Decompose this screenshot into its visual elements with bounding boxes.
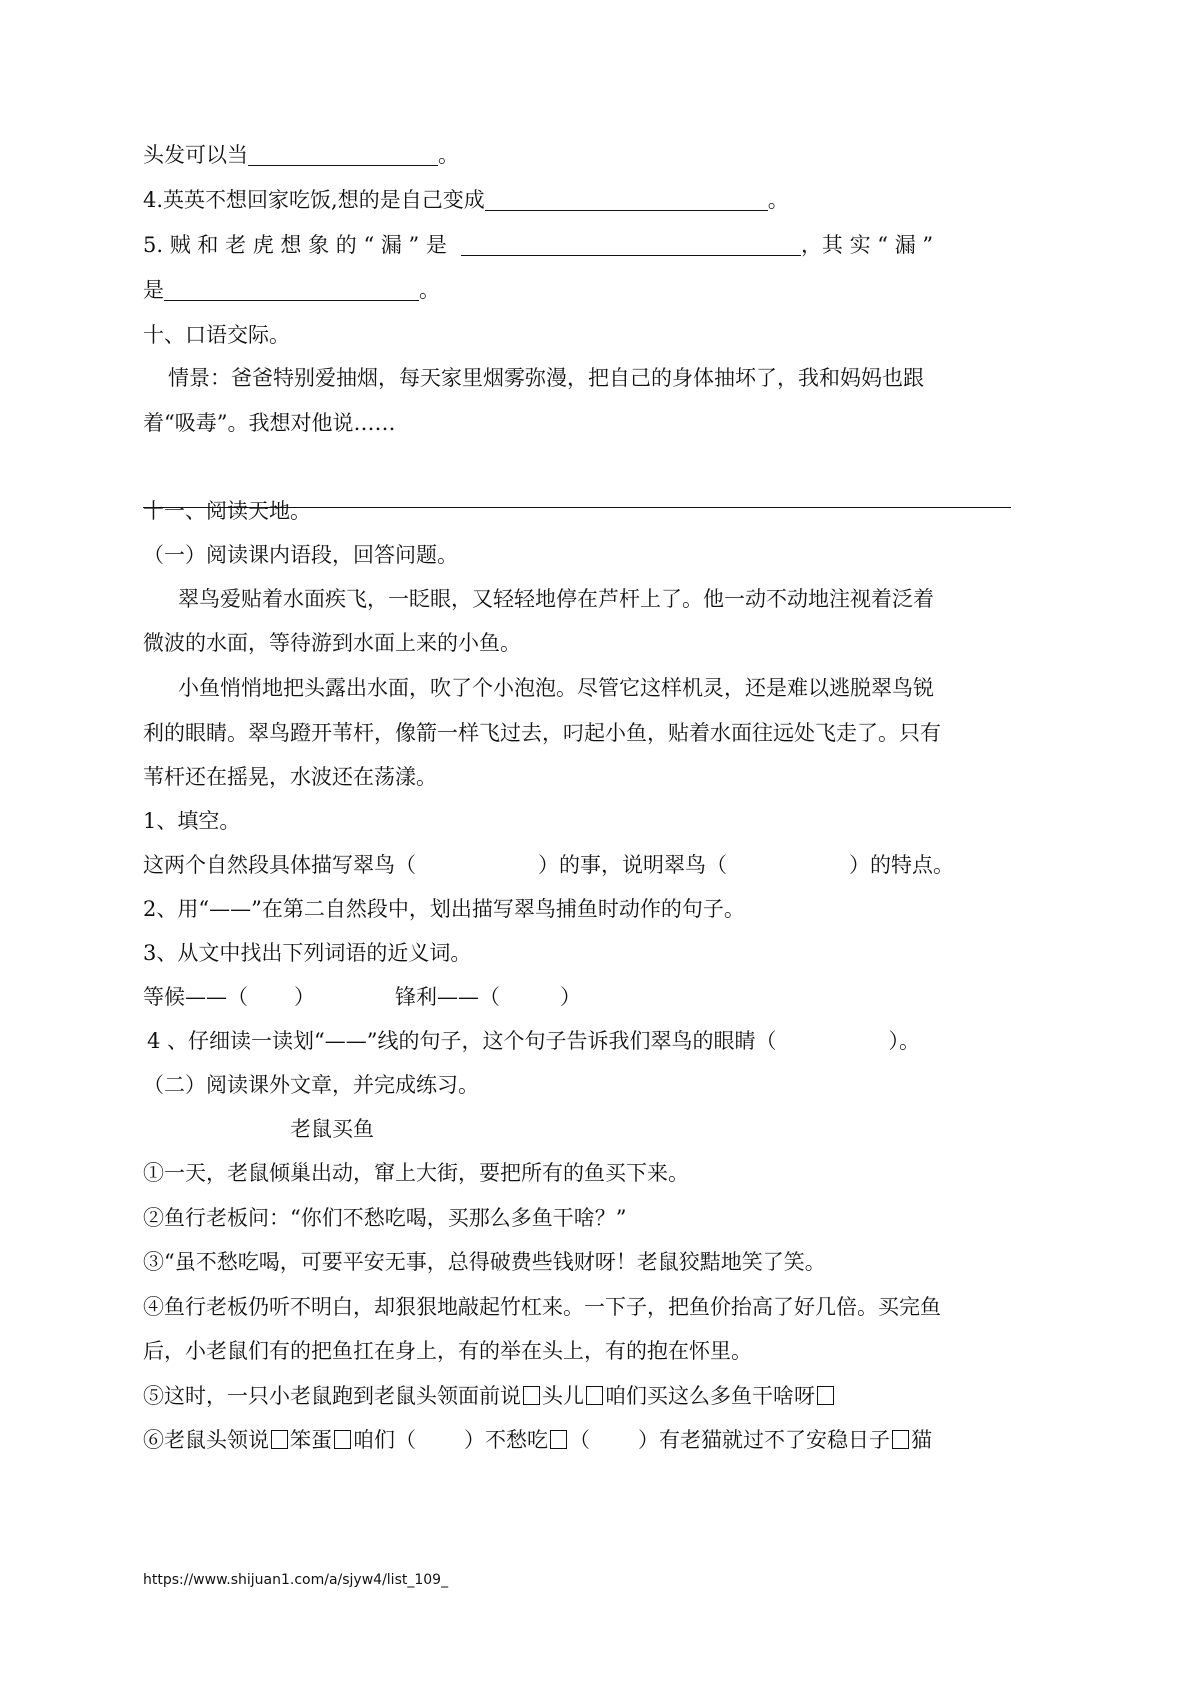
passage-2-line-2: 利的眼睛。翠鸟蹬开苇杆，像箭一样飞过去，叼起小鱼，贴着水面往远处飞走了。只有 bbox=[143, 721, 941, 745]
question-5-cont: 是 。 bbox=[143, 278, 440, 302]
punctuation-box[interactable] bbox=[817, 1386, 834, 1405]
answer-blank[interactable] bbox=[248, 143, 438, 166]
q2: 2、用“——”在第二自然段中，划出描写翠鸟捕鱼时动作的句子。 bbox=[143, 897, 745, 921]
story-sentence-3: ③“虽不愁吃喝，可要平安无事，总得破费些钱财呀！老鼠狡黠地笑了笑。 bbox=[143, 1250, 826, 1274]
question-5: 5. 贼 和 老 虎 想 象 的 “ 漏 ” 是 ，其 实 “ 漏 ” bbox=[143, 233, 934, 257]
story-sentence-4a: ④鱼行老板仍听不明白，却狠狠地敲起竹杠来。一下子，把鱼价抬高了好几倍。买完鱼 bbox=[143, 1295, 941, 1319]
q3-heading: 3、从文中找出下列词语的近义词。 bbox=[143, 941, 472, 965]
story-sentence-5: ⑤这时，一只小老鼠跑到老鼠头领面前说 头儿 咱们买这么多鱼干啥呀 bbox=[143, 1381, 836, 1411]
passage-2-line-3: 苇杆还在摇晃，水波还在荡漾。 bbox=[143, 765, 437, 789]
punctuation-box[interactable] bbox=[271, 1430, 288, 1449]
q1-heading: 1、填空。 bbox=[143, 809, 241, 833]
q4: 4 、仔细读一读划“——”线的句子，这个句子告诉我们翠鸟的眼睛（ ）。 bbox=[147, 1029, 921, 1053]
passage-1-line-1: 翠鸟爱贴着水面疾飞，一眨眼，又轻轻地停在芦杆上了。他一动不动地注视着泛着 bbox=[178, 587, 934, 611]
answer-blank[interactable] bbox=[485, 188, 768, 211]
punctuation-box[interactable] bbox=[334, 1430, 351, 1449]
part-2-heading: （二）阅读课外文章，并完成练习。 bbox=[143, 1073, 479, 1097]
answer-blank[interactable] bbox=[461, 233, 801, 256]
punctuation-box[interactable] bbox=[523, 1386, 540, 1405]
story-title: 老鼠买鱼 bbox=[290, 1117, 374, 1141]
punctuation-box[interactable] bbox=[586, 1386, 603, 1405]
question-4: 4.英英不想回家吃饭,想的是自己变成 。 bbox=[143, 188, 789, 212]
line-hair: 头发可以当 。 bbox=[143, 143, 459, 167]
situation-line-1: 情景：爸爸特别爱抽烟，每天家里烟雾弥漫，把自己的身体抽坏了，我和妈妈也跟 bbox=[168, 366, 924, 390]
section-10-heading: 十、口语交际。 bbox=[143, 323, 290, 347]
part-1-heading: （一）阅读课内语段，回答问题。 bbox=[143, 543, 458, 567]
story-sentence-1: ①一天，老鼠倾巢出动，窜上大街，要把所有的鱼买下来。 bbox=[143, 1161, 689, 1185]
story-sentence-6: ⑥老鼠头领说 笨蛋 咱们（ ）不愁吃 （ ）有老猫就过不了安稳日子 猫 bbox=[143, 1428, 932, 1452]
answer-blank[interactable] bbox=[164, 278, 419, 301]
passage-1-line-2: 微波的水面，等待游到水面上来的小鱼。 bbox=[143, 631, 521, 655]
situation-line-2: 着“吸毒”。我想对他说…… bbox=[143, 411, 396, 435]
q3-items: 等候——（ ） 锋利——（ ） bbox=[143, 985, 581, 1009]
punctuation-box[interactable] bbox=[892, 1430, 909, 1449]
punctuation-box[interactable] bbox=[550, 1430, 567, 1449]
story-sentence-2: ②鱼行老板问：“你们不愁吃喝，买那么多鱼干啥？” bbox=[143, 1206, 627, 1230]
story-sentence-4b: 后，小老鼠们有的把鱼扛在身上，有的举在头上，有的抱在怀里。 bbox=[143, 1339, 752, 1363]
section-11-heading: 十一、阅读天地。 bbox=[143, 499, 311, 523]
passage-2-line-1: 小鱼悄悄地把头露出水面，吹了个小泡泡。尽管它这样机灵，还是难以逃脱翠鸟锐 bbox=[178, 676, 934, 700]
q1-fill: 这两个自然段具体描写翠鸟（ ）的事，说明翠鸟（ ）的特点。 bbox=[143, 853, 954, 877]
footer-url[interactable]: https://www.shijuan1.com/a/sjyw4/list_109_ bbox=[143, 1572, 449, 1588]
